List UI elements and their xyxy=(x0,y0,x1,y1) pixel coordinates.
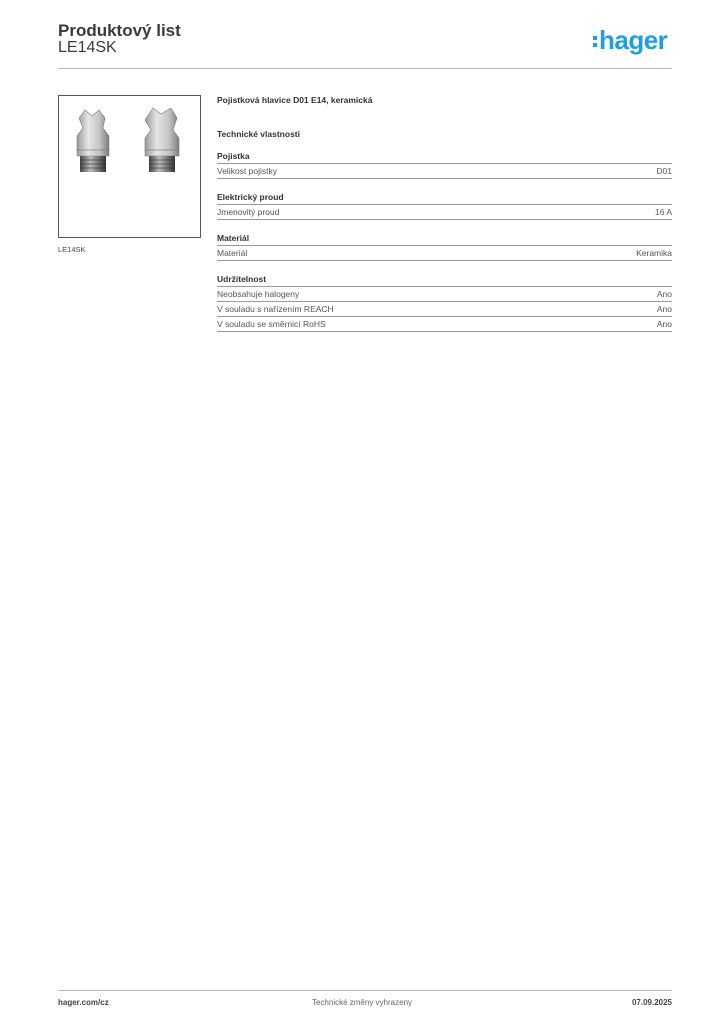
page-title: Produktový list xyxy=(58,21,181,40)
spec-row xyxy=(217,246,672,261)
group-title: Materiál xyxy=(217,233,672,246)
spec-value: Ano xyxy=(656,304,672,314)
spec-group-sustainability xyxy=(217,274,672,332)
group-title: Udržitelnost xyxy=(217,274,672,287)
spec-label: Jmenovitý proud xyxy=(217,207,280,217)
product-image xyxy=(58,95,201,238)
spec-group-material xyxy=(217,233,672,261)
group-title: Elektrický proud xyxy=(217,192,672,205)
section-heading: Technické vlastnosti xyxy=(217,129,300,139)
footer-website: hager.com/cz xyxy=(58,998,109,1007)
footer-note: Technické změny vyhrazeny xyxy=(311,998,413,1007)
logo-dots-icon xyxy=(593,36,597,47)
spec-label: Materiál xyxy=(217,248,248,258)
spec-value: 16 A xyxy=(654,207,672,217)
product-code: LE14SK xyxy=(58,39,117,56)
product-title: Pojistková hlavice D01 E14, keramická xyxy=(217,95,373,105)
hager-logo xyxy=(593,27,667,53)
spec-value: Ano xyxy=(656,289,672,299)
spec-row xyxy=(217,317,672,332)
footer-date: 07.09.2025 xyxy=(631,998,672,1007)
spec-value: D01 xyxy=(656,166,672,176)
spec-row xyxy=(217,287,672,302)
spec-value: Ano xyxy=(656,319,672,329)
spec-group-fuse xyxy=(217,151,672,179)
header-divider xyxy=(58,68,672,69)
group-title: Pojistka xyxy=(217,151,672,164)
spec-label: Neobsahuje halogeny xyxy=(217,289,300,299)
spec-value: Keramika xyxy=(636,248,672,258)
spec-label: Velikost pojistky xyxy=(217,166,277,176)
specs-panel xyxy=(217,95,672,345)
spec-row xyxy=(217,164,672,179)
fuse-cap-photo-icon xyxy=(59,96,200,237)
spec-label: V souladu se směrnicí RoHS xyxy=(217,319,326,329)
spec-row xyxy=(217,302,672,317)
spec-group-current xyxy=(217,192,672,220)
image-caption: LE14SK xyxy=(58,245,86,254)
spec-row xyxy=(217,205,672,220)
logo-text: hager xyxy=(599,25,668,55)
footer-divider xyxy=(58,990,672,991)
spec-label: V souladu s nařízením REACH xyxy=(217,304,334,314)
